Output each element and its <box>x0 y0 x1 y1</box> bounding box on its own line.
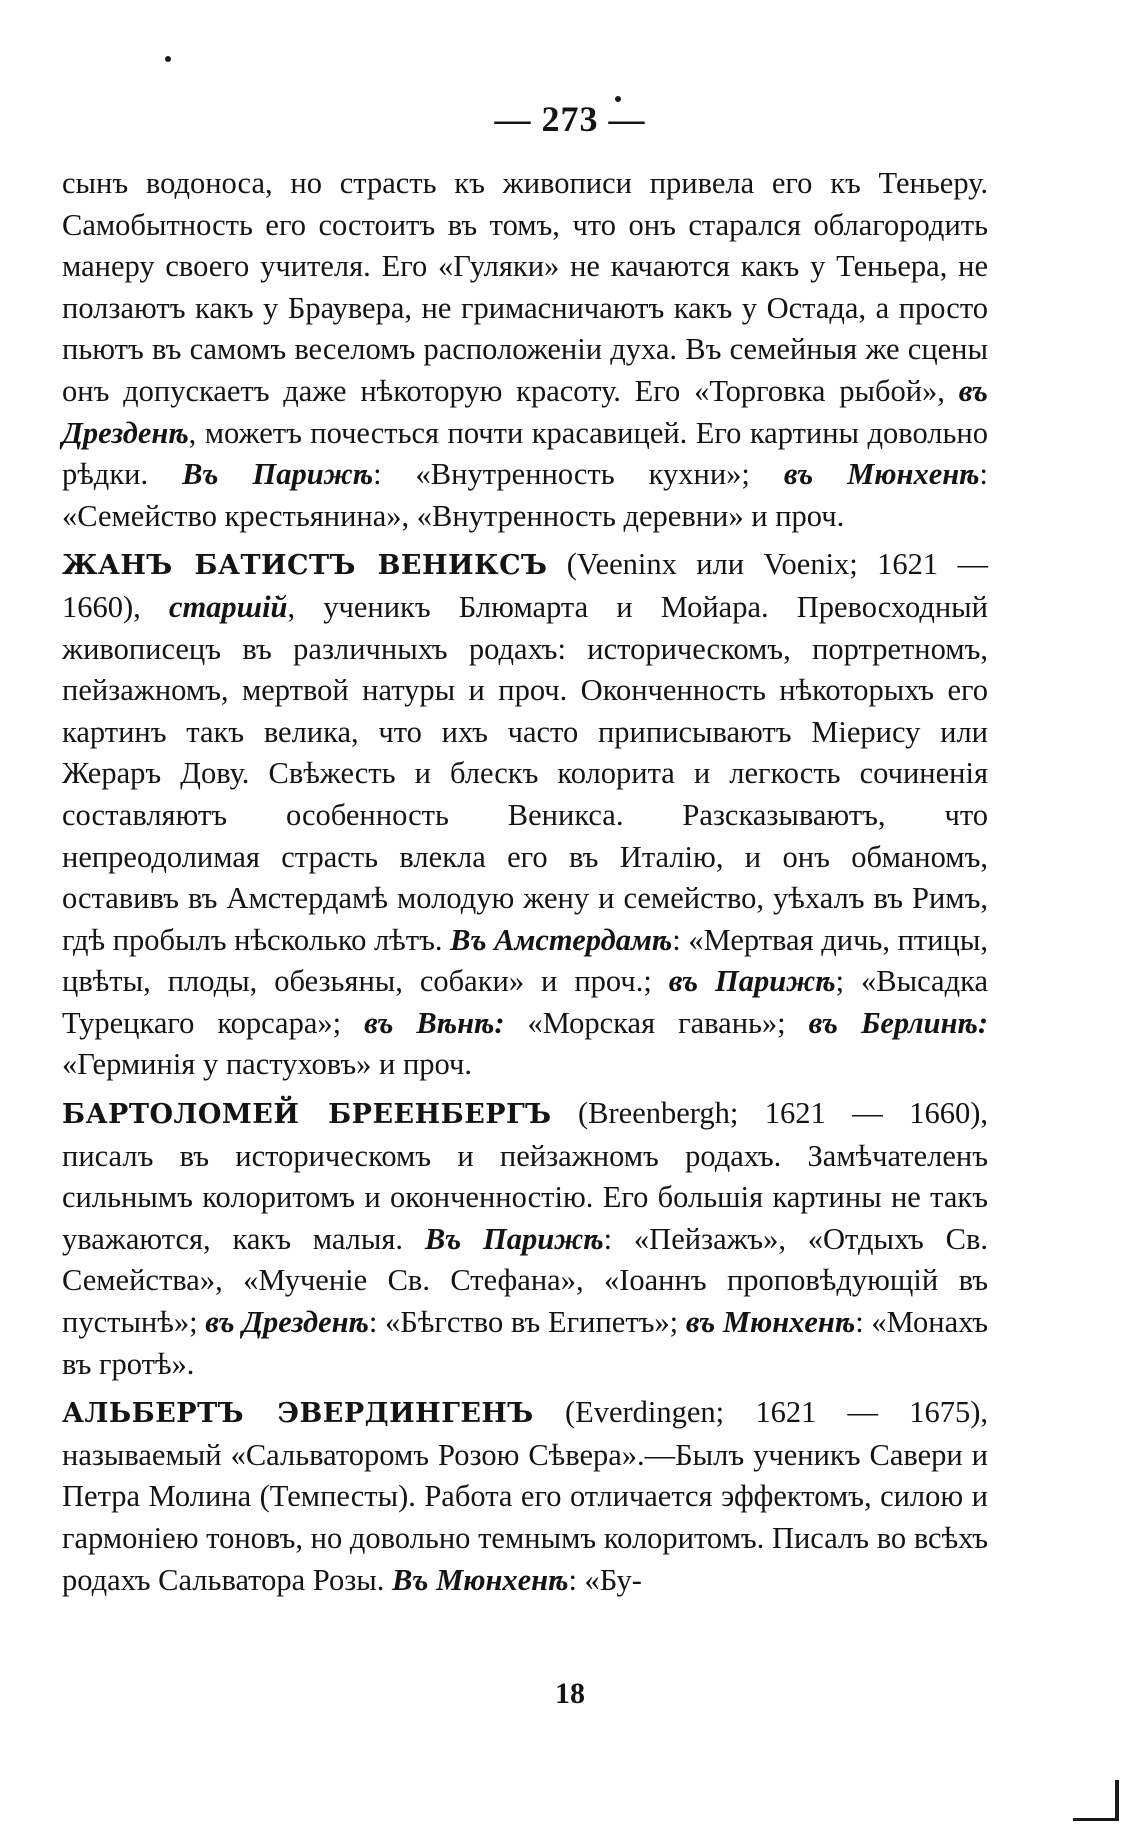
artist-name-heading: ЖАНЪ БАТИСТЪ ВЕНИКСЪ <box>62 550 548 582</box>
text-run: : «Монахъ въ гротѣ». <box>62 1305 988 1381</box>
italic-location: въ Мюнхенѣ <box>783 457 980 492</box>
article-paragraph <box>62 163 988 537</box>
article-paragraph <box>62 1392 988 1601</box>
text-run: : «Бу- <box>568 1562 642 1597</box>
text-run: : «Семейство крестьянина», «Внутренность деревни» и проч. <box>62 457 989 533</box>
italic-location: въ Дрезденѣ <box>205 1305 369 1340</box>
italic-location: въ Берлинѣ: <box>808 1005 989 1040</box>
text-run: , можетъ почесться почти красавицей. Его картины довольно рѣдки. <box>62 415 988 492</box>
text-run: (Everdingen; 1621 — 1675), называемый «Сальваторомъ Розою Сѣвера».—Былъ ученикъ Савери и Петра Молина (Темпесты). Работа его отличается эффектомъ, силою и гармоніею тоновъ, но довольно темнымъ колоритомъ. Писалъ во всѣхъ родахъ Сальватора Розы. <box>62 1395 988 1597</box>
italic-location: въ Парижѣ <box>668 964 836 999</box>
italic-location: Въ Парижѣ <box>182 457 374 492</box>
artist-name-heading: БАРТОЛОМЕЙ БРЕЕНБЕРГЪ <box>62 1099 552 1131</box>
text-run: : «Бѣгство въ Египетъ»; <box>368 1305 686 1340</box>
page-number: — 273 — <box>494 99 646 139</box>
text-run: ; «Высадка Турецкаго корсара»; <box>62 964 988 1040</box>
article-paragraph <box>62 1093 988 1385</box>
text-run: : «Мертвая дичь, птицы, цвѣты, плоды, обезьяны, собаки» и проч.; <box>62 922 988 999</box>
text-run: «Герминія у пастуховъ» и проч. <box>62 1047 472 1082</box>
italic-location: въ Мюнхенѣ <box>685 1305 856 1340</box>
italic-location: старшій <box>168 589 288 624</box>
ink-speck <box>165 56 171 62</box>
text-run: : «Внутренность кухни»; <box>373 457 784 492</box>
printer-signature-mark: 18 <box>555 1677 585 1710</box>
corner-crop-mark <box>1073 1780 1119 1821</box>
italic-location: Въ Парижѣ <box>424 1221 604 1256</box>
italic-location: Въ Амстердамѣ <box>450 922 673 957</box>
text-run: (Breenbergh; 1621 — 1660), писалъ въ историческомъ и пейзажномъ родахъ. Замѣчателенъ сильнымъ колоритомъ и оконченностію. Его большія картины не такъ уважаются, какъ малыя. <box>62 1096 988 1256</box>
artist-name-heading: АЛЬБЕРТЪ ЭВЕРДИНГЕНЪ <box>62 1398 534 1430</box>
text-run: (Veeninx или Voenix; 1621 — 1660), <box>62 547 989 624</box>
body-text <box>62 163 988 1601</box>
text-run: : «Пейзажъ», «Отдыхъ Св. Семейства», «Мученіе Св. Стефана», «Іоаннъ проповѣдующій въ пустынѣ»; <box>62 1221 989 1340</box>
text-run: сынъ водоноса, но страсть къ живописи привела его къ Теньеру. Самобытность его состоитъ въ томъ, что онъ старался облагородить манеру своего учителя. Его «Гуляки» не качаются какъ у Теньера, не ползаютъ какъ у Браувера, не гримасничаютъ какъ у Остада, а просто пьютъ въ самомъ веселомъ расположеніи духа. Въ семейныя же сцены онъ допускаетъ даже нѣкоторую красоту. Его «Торговка рыбой», <box>62 166 988 408</box>
italic-location: въ Вѣнѣ: <box>364 1005 505 1040</box>
article-paragraph <box>62 544 988 1086</box>
text-run: «Морская гавань»; <box>504 1005 809 1040</box>
italic-location: въ Дрезденѣ <box>62 373 988 450</box>
italic-location: Въ Мюнхенѣ <box>392 1562 569 1597</box>
text-run: , ученикъ Блюмарта и Мойара. Превосходный живописецъ въ различныхъ родахъ: историческомъ, портретномъ, пейзажномъ, мертвой натуры и проч. Оконченность нѣкоторыхъ его картинъ такъ велика, что ихъ часто приписываютъ Міерису или Жераръ Дову. Свѣжесть и блескъ колорита и легкость сочиненія составляютъ особенность Веникса. Разсказываютъ, что непреодолимая страсть влекла его въ Италію, и онъ обманомъ, оставивъ въ Амстердамѣ молодую жену и семейство, уѣхалъ въ Римъ, гдѣ пробылъ нѣсколько лѣтъ. <box>62 589 988 957</box>
